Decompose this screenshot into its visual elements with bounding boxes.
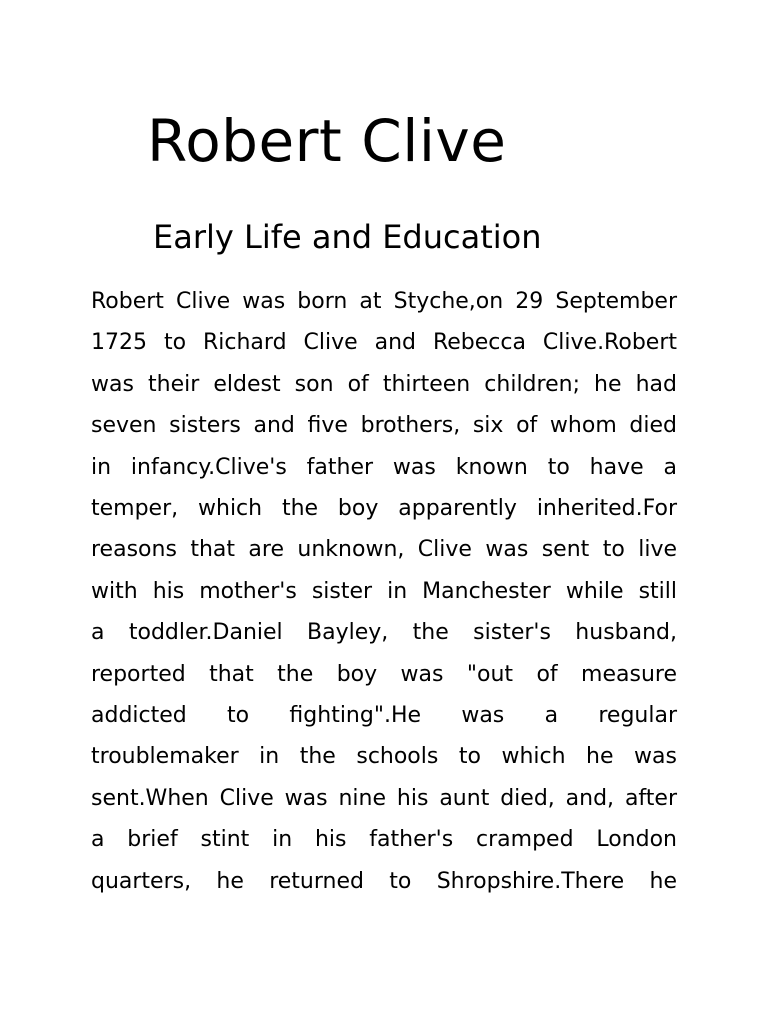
text-line: troublemaker in the schools to which he was — [91, 744, 677, 770]
text-line: with his mother's sister in Manchester while still — [91, 578, 677, 604]
text-line: seven sisters and five brothers, six of whom died — [91, 413, 677, 439]
text-line: in infancy.Clive's father was known to have a — [91, 454, 677, 480]
text-line: temper, which the boy apparently inherited.For — [91, 496, 677, 522]
body-paragraph — [91, 281, 677, 902]
section-heading: Early Life and Education — [153, 218, 542, 256]
text-line: reasons that are unknown, Clive was sent to live — [91, 537, 677, 563]
text-line: a toddler.Daniel Bayley, the sister's husband, — [91, 620, 677, 646]
text-line: addicted to fighting".He was a regular — [91, 703, 677, 729]
page-title: Robert Clive — [147, 107, 507, 175]
text-line: 1725 to Richard Clive and Rebecca Clive.Robert — [91, 330, 677, 356]
text-line: was their eldest son of thirteen children; he had — [91, 371, 677, 397]
text-line: Robert Clive was born at Styche,on 29 September — [91, 289, 677, 314]
text-line: quarters, he returned to Shropshire.There he — [91, 868, 677, 894]
text-line: reported that the boy was "out of measure — [91, 661, 677, 687]
text-line: a brief stint in his father's cramped London — [91, 827, 677, 853]
text-line: sent.When Clive was nine his aunt died, and, after — [91, 785, 677, 811]
